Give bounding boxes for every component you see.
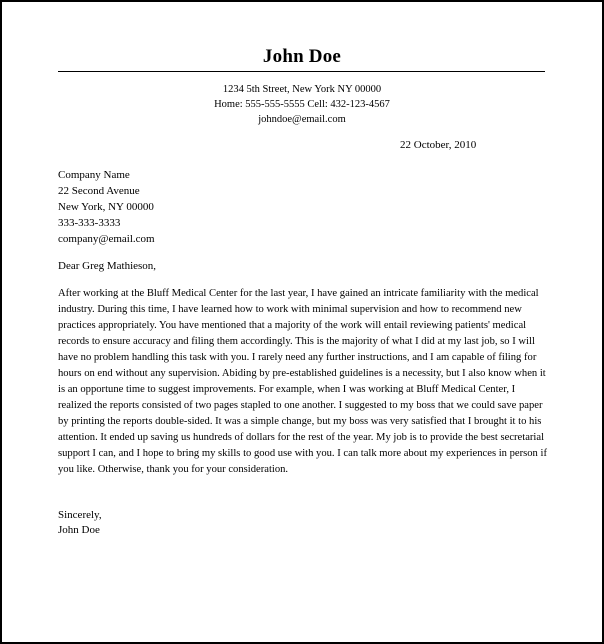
recipient-email: company@email.com xyxy=(58,233,155,245)
recipient-block xyxy=(58,167,155,247)
closing-block xyxy=(58,508,102,538)
sender-phones: Home: 555-555-5555 Cell: 432-123-4567 xyxy=(214,99,390,110)
closing-phrase: Sincerely, xyxy=(58,509,102,521)
sender-address: 1234 5th Street, New York NY 00000 xyxy=(222,84,382,95)
letter-date: 22 October, 2010 xyxy=(400,139,477,151)
sender-contact-block xyxy=(2,82,602,127)
salutation: Dear Greg Mathieson, xyxy=(58,260,157,272)
body-paragraph: After working at the Bluff Medical Center for the last year, I have gained an intricate familiarity with the medical industry. During this time, I have learned how to work with minimal supervision and how to recommend new practices appropriately. You have mentioned that a majority of the work will entail reviewing patients' medical records to ensure accuracy and filing them accordingly. This is the majority of what I did at my last job, so I will have no problem handling this task with you. I rarely need any further instructions, and I am capable of filing for hours on end without any supervision. Abiding by pre-established guidelines is a necessity, but I also know when it is an opportune time to suggest improvements. For example, when I was working at Bluff Medical Center, I realized the reports consisted of two pages stapled to one another. I suggested to my boss that we could save paper by printing the reports double-sided. It was a simple change, but my boss was very satisfied that I brought it to his attention. It ended up saving us hundreds of dollars for the rest of the year. My job is to provide the best secretarial support I can, and I hope to bring my skills to good use with you. I can talk more about my experiences in person if you like. Otherwise, thank you for your consideration. xyxy=(58,288,547,475)
recipient-city: New York, NY 00000 xyxy=(58,201,154,213)
signature-name: John Doe xyxy=(58,524,100,536)
recipient-phone: 333-333-3333 xyxy=(58,217,121,229)
sender-name-heading: John Doe xyxy=(262,46,342,67)
sender-email: johndoe@email.com xyxy=(258,114,346,125)
header-divider xyxy=(58,71,545,72)
recipient-company: Company Name xyxy=(58,169,130,181)
recipient-street: 22 Second Avenue xyxy=(58,185,140,197)
